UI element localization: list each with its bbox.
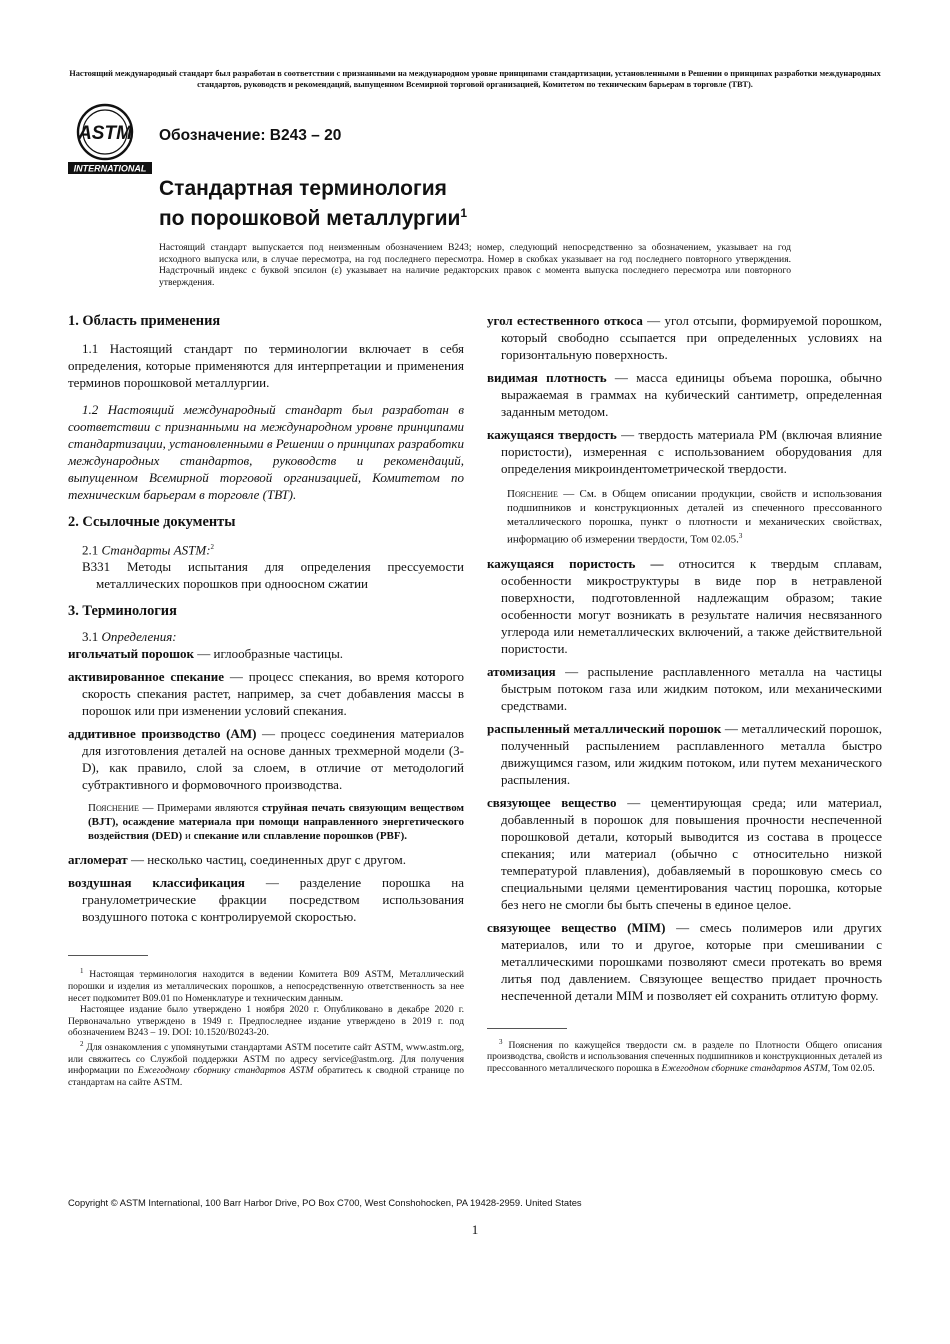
intro-paragraph: Настоящий стандарт выпускается под неизменным обозначением B243; номер, следующий непосредственно за обозначением, указывает на год исходного выпуска или, в случае пересмотра, на год последнего пересмотра. Номер в скобках указывает на год последнего повторного утверждения. Надстрочный индекс с буквой эпсилон (ε) указывает на наличие редакторских правок с момента выпуска последнего пересмотра или повторного утверждения. [159, 242, 791, 288]
note-additive-manufacturing: Пояснение — Примерами являются струйная печать связующим веществом (BJT), осаждение материала при помощи направленного энергетического воздействия (DED) и спекание или сплавление порошков (PBF). [88, 802, 464, 843]
term-apparent-porosity: кажущаяся пористость — относится к твердым сплавам, особенности микроструктуры в виде пор в нетравленой поверхности, подготовленной надлежащим образом; такие особенности могут возникать в результате наличия несвязанного углерода или неметаллических включений, а также действительной пористости. [487, 555, 882, 656]
para-1-2: 1.2 Настоящий международный стандарт был разработан в соответствии с признанными на международном уровне принципами стандартизации, установленными в Решении о принципах разработки международных стандартов, руководств и рекомендаций, выпущенном Всемирной торговой организацией, Комитетом по техническим барьерам в торговле (ТВТ). [68, 402, 464, 502]
title-line-1: Стандартная терминология [159, 177, 447, 200]
header-notice: Настоящий международный стандарт был разработан в соответствии с признанными на международном уровне принципами стандартизации, установленными в Решении о принципах разработки международных стандартов, руководств и рекомендаций, выпущенном Всемирной торговой организацией, Комитетом по техническим барьерам в торговле (ТВТ). [69, 69, 881, 89]
term-air-classification: воздушная классификация — разделение порошка на гранулометрические фракции посредством использования воздушного потока с контролируемой скоростью. [68, 875, 464, 925]
title-footnote-mark: 1 [460, 206, 468, 220]
footnote-1: $^1$ Настоящая терминология находится в ведении Комитета B09 ASTM, Металлический порошки и изделия из металлических порошков, а непосредственную ответственность за нее несет подкомитет B09.01 по Номенклатуре и техническим данным. [68, 967, 464, 1004]
term-agglomerate: агломерат — несколько частиц, соединенных друг с другом. [68, 852, 406, 868]
term-angle-of-repose: угол естественного откоса — угол отсыпи, формируемой порошком, который свободно ссыпается при определенных условиях на горизонтальную поверхность. [487, 313, 882, 362]
ref-b331: B331 Методы испытания для определения прессуемости металлических порошков при одноосном сжатии [82, 559, 464, 592]
term-additive-manufacturing: аддитивное производство (AM) — процесс соединения материалов для изготовления деталей на основе данных трехмерной модели (3-D), как правило, слой за слоем, в отличие от методологий субтрактивного и формовочного производства. [68, 726, 464, 793]
title-line-2: по порошковой металлургии$^1$ [159, 206, 468, 230]
left-column [68, 312, 464, 1089]
document-title [159, 176, 467, 231]
para-2-1: 2.1 Стандарты ASTM:$^2$ [82, 542, 215, 558]
logo-subtext: INTERNATIONAL [73, 163, 147, 174]
right-column [487, 312, 882, 1075]
copyright: Copyright © ASTM International, 100 Barr Harbor Drive, PO Box C700, West Conshohocken, PA 19428-2959. United States [68, 1197, 582, 1208]
designation: Обозначение: B243 – 20 [159, 127, 342, 144]
section-2-heading: 2. Ссылочные документы [68, 514, 236, 530]
term-binder: связующее вещество — цементирующая среда; или материал, добавленный в порошок для повышения прочности неспеченной порошковой детали, который выводится из состава в процессе спекания; или материал (обычно с относительно низкой температурой плавления), добавляемый в порошковую смесь со специальными целями цементирования частиц порошка, которые без него не смогли бы быть спечены в единое целое. [487, 794, 882, 912]
section-1-heading: 1. Область применения [68, 313, 221, 329]
term-needle-powder: игольчатый порошок — иглообразные частицы. [68, 646, 344, 662]
astm-logo [67, 102, 153, 176]
section-3-heading: 3. Терминология [68, 603, 177, 620]
term-atomized-metal-powder: распыленный металлический порошок — металлический порошок, полученный распылением расплавленного металла быстро движущимся газом, или жидким потоком, или путем механического распыления. [487, 720, 882, 787]
term-apparent-hardness: кажущаяся твердость — твердость материала PM (включая влияние пористости), измеренная с использованием оборудования для определения микроиндентометрической твердости. [487, 427, 883, 476]
footnote-2: $^2$ Для ознакомления с упомянутыми стандартами ASTM посетите сайт ASTM, www.astm.org, или свяжитесь со Службой поддержки ASTM по адресу service@astm.org. Для получения информации по Ежегодному сборнику стандартов ASTM обратитесь к сводной странице по стандартам на сайте ASTM. [68, 1040, 464, 1089]
footnote-1-edition: Настоящее издание было утверждено 1 ноября 2020 г. Опубликовано в декабре 2020 г. Первоначально утверждено в 1949 г. Предпоследнее издание утверждено в 2019 г. под обозначением B243 – 19. DOI: 10.1520/B0243-20. [68, 1004, 464, 1039]
page-number: 1 [471, 1222, 479, 1237]
term-apparent-density: видимая плотность — масса единицы объема порошка, обычно выражаемая в граммах на кубический сантиметр, определенная заданным методом. [487, 370, 882, 419]
footnote-3: $^3$ Пояснения по кажущейся твердости см. в разделе по Плотности Общего описания производства, свойств и использования спеченных подшипников и конструкционных деталей из прессованного металлического порошка в Ежегодном сборнике стандартов ASTM, Том 02.05. [487, 1037, 882, 1075]
term-binder-mim: связующее вещество (MIM) — смесь полимеров или других материалов, или то и другое, которые при смешивании с металлическими порошками позволяют смеси протекать во время литья под давлением. Связующее вещество придает прочность неспеченной детали MIM и позволяет ей сохранить отлитую форму. [487, 919, 883, 1003]
term-activated-sintering: активированное спекание — процесс спекания, во время которого скорость спекания растет, например, за счет добавления массы в порошок или при изменении условий спекания. [68, 669, 464, 719]
para-3-1: 3.1 Определения: [82, 629, 177, 645]
logo-text: ASTM [78, 123, 132, 144]
para-1-1: 1.1 Настоящий стандарт по терминологии включает в себя определения, которые применяются для интерпретации и применения терминов порошковой металлургии. [68, 341, 464, 390]
note-apparent-hardness: Пояснение — См. в Общем описании продукции, свойств и использования подшипников и конструкционных деталей из спеченного прессованного металлического порошка, пункт о плотности и механических свойствах, информацию об измерении твердости, Том 02.05.$^3$ [507, 488, 882, 546]
term-atomization: атомизация — распыление расплавленного металла на частицы быстрым потоком газа или жидким потоком, или механическими средствами. [487, 663, 882, 713]
